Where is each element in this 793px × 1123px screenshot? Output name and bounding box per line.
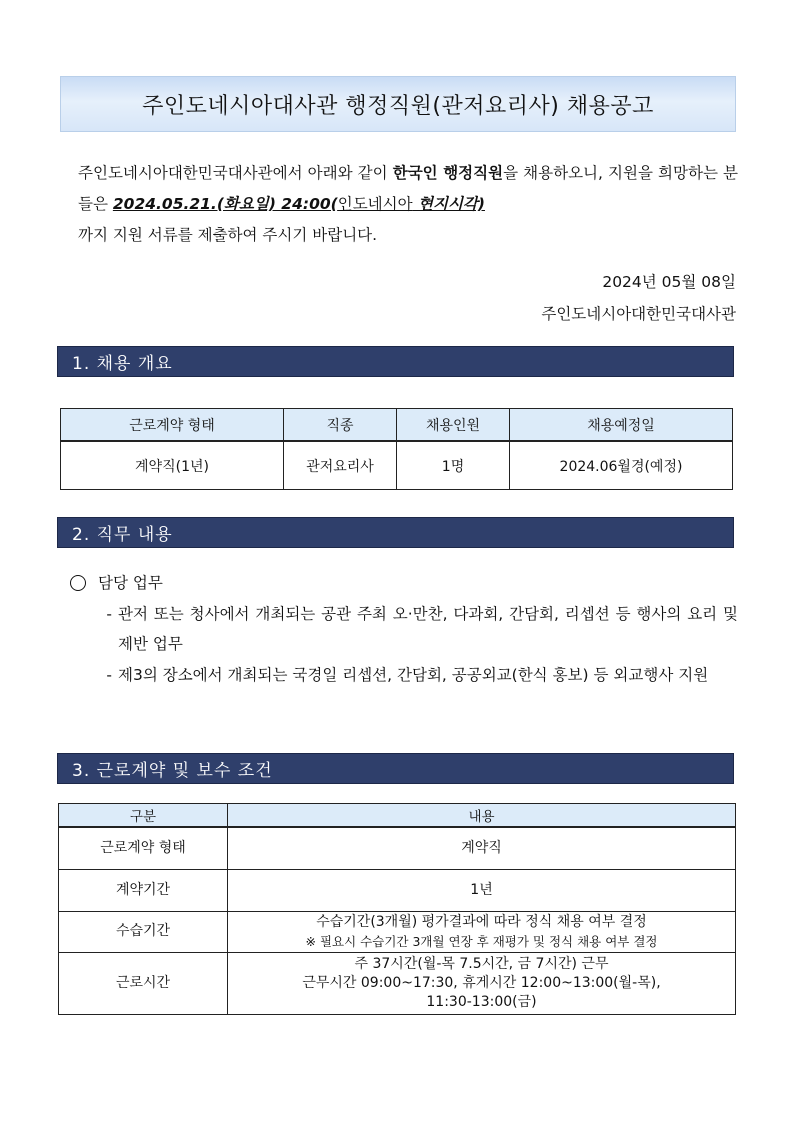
list-item-text: 관저 또는 청사에서 개최되는 공관 주최 오·만찬, 다과회, 간담회, 리셉션 등 행사의 요리 및 제반 업무: [118, 605, 738, 653]
row-value-line: 주 37시간(월-목 7.5시간, 금 7시간) 근무: [354, 955, 609, 972]
table-row: [61, 441, 733, 490]
intro-deadline-country: 인도네시아: [337, 195, 413, 213]
section-2-header: 2. 직무 내용: [57, 517, 734, 548]
column-header: 채용예정일: [510, 409, 733, 442]
organization-name: 주인도네시아대한민국대사관: [541, 305, 736, 323]
dash-bullet-icon: -: [106, 666, 112, 684]
dash-bullet-icon: -: [106, 605, 112, 623]
contract-conditions-table: [58, 803, 736, 1015]
row-value: [228, 827, 736, 869]
list-item-text: 제3의 장소에서 개최되는 국경일 리셉션, 간담회, 공공외교(한식 홍보) 등 외교행사 지원: [118, 666, 709, 684]
recruitment-overview-table: [60, 408, 733, 490]
intro-deadline-end: 현지시각): [412, 195, 485, 213]
column-header: 근로계약 형태: [61, 409, 284, 442]
table-header-row: [61, 409, 733, 442]
row-value: [228, 952, 736, 1014]
announcement-date: 2024년 05월 08일: [602, 273, 736, 291]
row-label: 계약기간: [59, 869, 228, 911]
row-value-note: ※ 필요시 수습기간 3개월 연장 후 재평가 및 정식 채용 여부 결정: [305, 933, 658, 949]
table-cell: 관저요리사: [284, 441, 397, 490]
intro-text-2: 을 채용하오니, 지원을 희망하는 분들은: [78, 164, 738, 213]
row-label: 수습기간: [59, 911, 228, 952]
row-value: [228, 911, 736, 952]
intro-paragraph: [58, 158, 738, 251]
list-item: [68, 599, 738, 659]
table-row: [59, 827, 736, 869]
table-row: [59, 952, 736, 1014]
row-value: [228, 869, 736, 911]
column-header: 구분: [59, 804, 228, 828]
duty-heading: [68, 568, 738, 598]
intro-bold-position: 한국인 행정직원: [392, 164, 504, 182]
list-item: [68, 660, 738, 690]
row-value-line: 수습기간(3개월) 평가결과에 따라 정식 채용 여부 결정: [316, 913, 647, 930]
table-cell: 1명: [397, 441, 510, 490]
intro-deadline: 2024.05.21.(화요일) 24:00(: [112, 195, 338, 213]
row-label: 근로계약 형태: [59, 827, 228, 869]
column-header: 내용: [228, 804, 736, 828]
circle-bullet-icon: [70, 575, 86, 591]
table-cell: 2024.06월경(예정): [510, 441, 733, 490]
table-header-row: [59, 804, 736, 828]
table-row: [59, 911, 736, 952]
section-1-header: 1. 채용 개요: [57, 346, 734, 377]
duty-heading-text: 담당 업무: [98, 574, 163, 592]
intro-text-1: 주인도네시아대한민국대사관에서 아래와 같이: [78, 164, 393, 182]
column-header: 채용인원: [397, 409, 510, 442]
table-cell: 계약직(1년): [61, 441, 284, 490]
row-value-line: 1년: [470, 881, 493, 898]
table-row: [59, 869, 736, 911]
page-title: 주인도네시아대사관 행정직원(관저요리사) 채용공고: [60, 76, 736, 132]
column-header: 직종: [284, 409, 397, 442]
row-label: 근로시간: [59, 952, 228, 1014]
section-3-header: 3. 근로계약 및 보수 조건: [57, 753, 734, 784]
row-value-line: 근무시간 09:00~17:30, 휴게시간 12:00~13:00(월-목),: [302, 974, 661, 991]
row-value-line: 11:30-13:00(금): [426, 993, 537, 1010]
intro-text-3: 까지 지원 서류를 제출하여 주시기 바랍니다.: [78, 226, 378, 244]
duty-list: [68, 568, 738, 690]
row-value-line: 계약직: [461, 839, 502, 856]
